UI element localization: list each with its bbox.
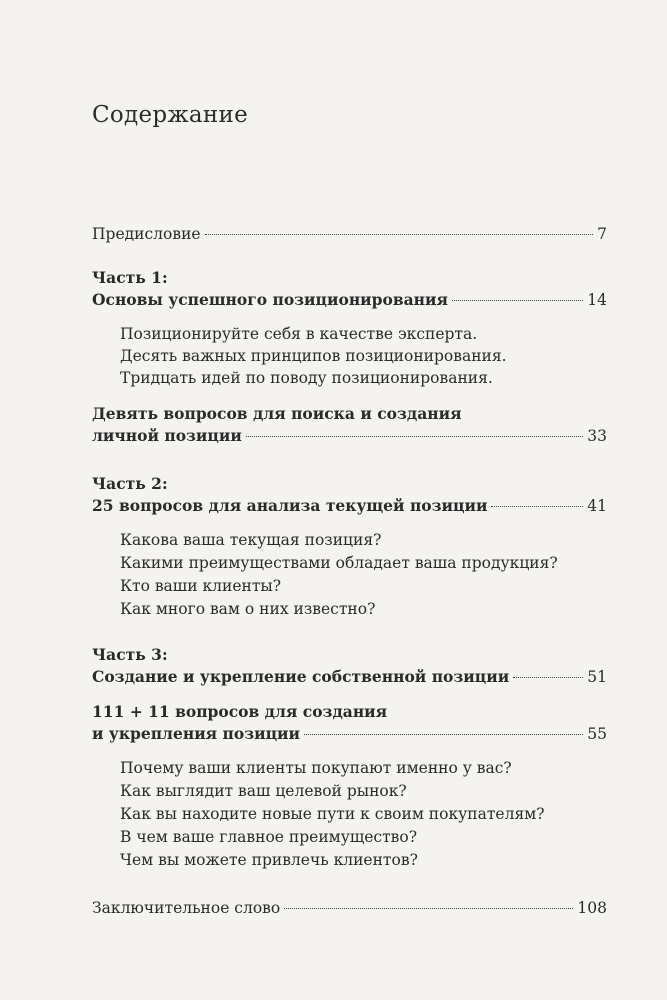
page-number: 7 (597, 225, 607, 243)
toc-subitem: Какими преимуществами обладает ваша продукция? (120, 554, 558, 572)
leader-dots (284, 908, 573, 909)
page-number: 14 (587, 291, 607, 309)
toc-subitem: Чем вы можете привлечь клиентов? (120, 851, 418, 869)
page-number: 41 (587, 497, 607, 515)
toc-entry-afterword[interactable] (92, 898, 607, 918)
toc-entry-text: личной позиции (92, 426, 242, 445)
toc-entry-part1[interactable] (92, 290, 607, 310)
page-number: 108 (577, 899, 607, 917)
leader-dots (513, 677, 583, 678)
toc-entry-text: и укрепления позиции (92, 724, 301, 743)
toc-entry-nine-questions[interactable] (92, 426, 607, 446)
toc-entry-part2[interactable] (92, 496, 607, 516)
leader-dots (304, 734, 583, 735)
toc-entry-preface[interactable] (92, 224, 607, 244)
toc-entry-111-questions[interactable] (92, 724, 607, 744)
page-number: 33 (587, 427, 607, 445)
page-number: 55 (587, 725, 607, 743)
toc-entry-text: Заключительное слово (92, 899, 281, 917)
part-label: Часть 2: (92, 474, 168, 493)
toc-entry-text: Основы успешного позиционирования (92, 290, 448, 309)
toc-subitem: Как выглядит ваш целевой рынок? (120, 782, 407, 800)
toc-entry-text: Предисловие (92, 225, 201, 243)
toc-subitem: Как много вам о них известно? (120, 600, 376, 618)
leader-dots (246, 436, 583, 437)
toc-subitem: Кто ваши клиенты? (120, 577, 282, 595)
part-label: Часть 1: (92, 268, 168, 287)
toc-entry-part3[interactable] (92, 667, 607, 687)
toc-subitem: В чем ваше главное преимущество? (120, 828, 418, 846)
toc-entry-text: Создание и укрепление собственной позиции (92, 667, 510, 686)
page-title: Содержание (92, 102, 249, 128)
toc-entry-line: 111 + 11 вопросов для создания (92, 702, 388, 721)
part-label: Часть 3: (92, 645, 168, 664)
toc-entry-text: 25 вопросов для анализа текущей позиции (92, 496, 488, 515)
toc-subitem: Какова ваша текущая позиция? (120, 531, 382, 549)
toc-subitem: Как вы находите новые пути к своим покупателям? (120, 805, 545, 823)
leader-dots (205, 234, 594, 235)
toc-entry-line: Девять вопросов для поиска и создания (92, 404, 462, 423)
toc-subitem: Десять важных принципов позиционирования. (120, 347, 507, 365)
toc-subitem: Почему ваши клиенты покупают именно у вас? (120, 759, 512, 777)
leader-dots (452, 300, 583, 301)
toc-subitem: Тридцать идей по поводу позиционирования. (120, 369, 493, 387)
leader-dots (491, 506, 583, 507)
toc-subitem: Позиционируйте себя в качестве эксперта. (120, 325, 478, 343)
page-number: 51 (587, 668, 607, 686)
